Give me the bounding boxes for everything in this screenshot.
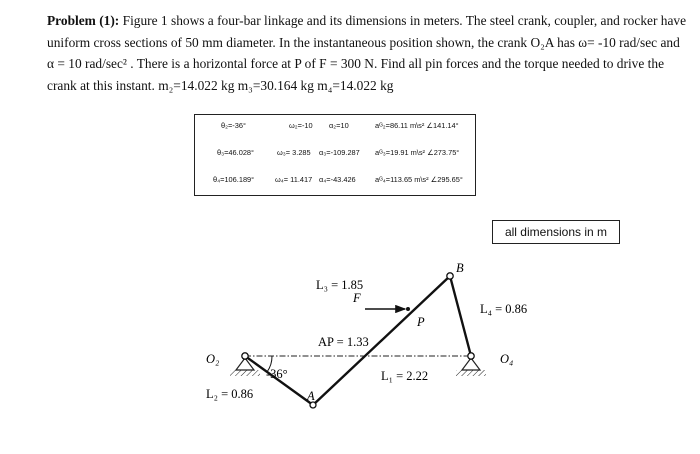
rocker-link-o4b (450, 276, 471, 356)
label-l1: L₁ = 2.22 (381, 369, 429, 383)
pin-o2 (242, 353, 248, 359)
ground-support-o2 (230, 358, 260, 376)
theta4-cell: θ₄=106.189° (213, 175, 255, 184)
ag4-cell: aᴳ₄=113.65 m\s² ∠295.65° (375, 175, 463, 184)
alpha3-cell: α₃=-109.287 (319, 148, 360, 157)
dimensions-note: all dimensions in m (492, 220, 620, 244)
label-ap: AP = 1.33 (318, 335, 369, 349)
pin-o4 (468, 353, 474, 359)
label-angle: -36° (266, 367, 288, 381)
label-f: F (353, 291, 361, 305)
omega3-cell: ω₃= 3.285 (277, 148, 311, 157)
alpha4-cell: α₄=-43.426 (319, 175, 356, 184)
omega2-cell: ω₂=-10 (289, 121, 313, 130)
label-p: P (417, 315, 425, 329)
ag3-cell: aᴳ₃=19.91 m\s² ∠273.75° (375, 148, 460, 157)
label-l2: L₂ = 0.86 (206, 387, 254, 401)
label-o2: O₂ (206, 352, 220, 366)
theta3-cell: θ₃=46.028° (217, 148, 254, 157)
pin-b (447, 273, 453, 279)
label-l3: L₃ = 1.85 (316, 278, 364, 292)
problem-title: Problem (1): (47, 13, 120, 28)
label-l4: L₄ = 0.86 (480, 302, 528, 316)
label-o4: O₄ (500, 352, 514, 366)
point-p (406, 307, 410, 311)
problem-body: Figure 1 shows a four-bar linkage and its dimensions in meters. The steel crank, coupler, and rocker have uniform cross sections of 50 mm diameter. In the instantaneous position shown, the crank O₂A has ω= -10 rad/sec and α = 10 rad/sec² . There is a horizontal force at P of F = 300 N. Find all pin forces and the torque needed to drive the crank at this instant. m₂=14.022 kg m₃=30.164 kg m₄=14.022 kg (47, 13, 687, 93)
alpha2-cell: α₂=10 (329, 121, 349, 130)
omega4-cell: ω₄= 11.417 (275, 175, 313, 184)
label-b: B (456, 261, 464, 275)
label-a: A (307, 389, 315, 403)
ground-support-o4 (456, 358, 486, 376)
theta2-cell: θ₂=-36° (221, 121, 246, 130)
ag2-cell: aᴳ₂=86.11 m\s² ∠141.14° (375, 121, 459, 130)
